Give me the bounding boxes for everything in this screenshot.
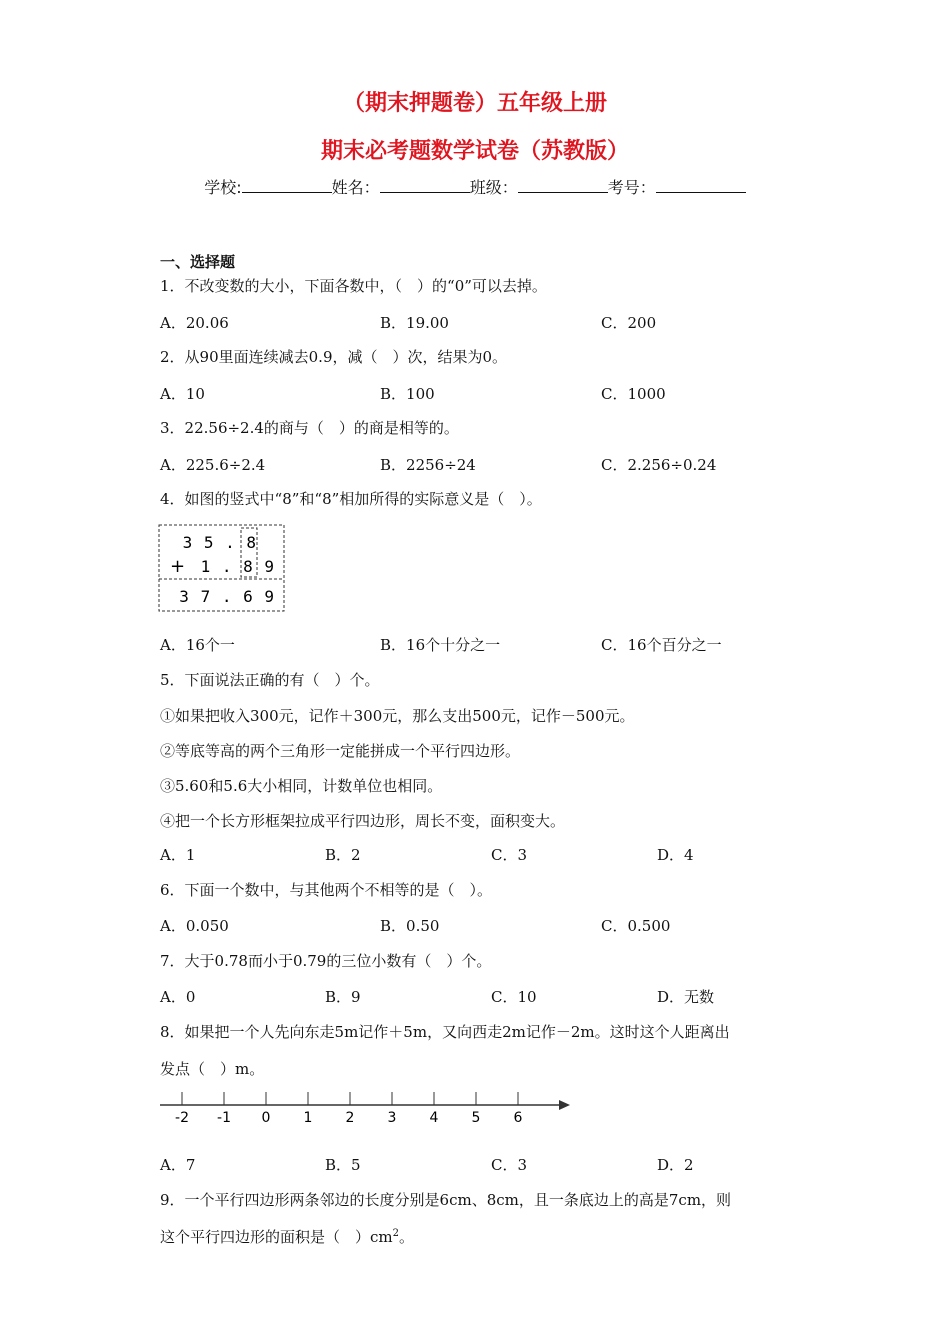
calc-result: 3 7 . 6 9 [179, 587, 275, 606]
title-line-2: 期末必考题数学试卷（苏教版） [320, 139, 629, 164]
q3-option-a[interactable]: A．225.6÷2.4 [160, 456, 266, 474]
q8-option-c[interactable]: C．3 [491, 1156, 528, 1174]
calc-row-2: 1 . 8 9 [200, 557, 275, 576]
q2-option-c[interactable]: C．1000 [601, 385, 666, 403]
q3-option-b[interactable]: B．2256÷24 [380, 456, 476, 474]
question-3: 3．22.56÷2.4的商与（ ）的商是相等的。 [160, 419, 459, 437]
q8-option-b[interactable]: B．5 [325, 1156, 361, 1174]
exam-no-label: 考号： [607, 178, 656, 197]
question-4: 4．如图的竖式中“8”和“8”相加所得的实际意义是（ ）。 [160, 490, 542, 508]
school-label: 学校: [204, 178, 242, 197]
q4-option-c[interactable]: C．16个百分之一 [601, 636, 722, 654]
question-8-line-2: 发点（ ）m。 [160, 1060, 265, 1078]
q2-option-a[interactable]: A．10 [160, 385, 205, 403]
number-line-label: 2 [345, 1110, 355, 1126]
q6-option-b[interactable]: B．0.50 [380, 917, 440, 935]
q2-option-b[interactable]: B．100 [380, 385, 435, 403]
q5-statement-2: ②等底等高的两个三角形一定能拼成一个平行四边形。 [160, 742, 521, 760]
q1-option-a[interactable]: A．20.06 [160, 314, 229, 332]
q5-option-c[interactable]: C．3 [491, 846, 528, 864]
q1-option-b[interactable]: B．19.00 [380, 314, 449, 332]
q7-option-b[interactable]: B．9 [325, 988, 361, 1006]
title-line-1: （期末押题卷）五年级上册 [342, 91, 607, 116]
name-blank[interactable] [380, 178, 470, 193]
school-blank[interactable] [242, 178, 332, 193]
question-5: 5．下面说法正确的有（ ）个。 [160, 671, 380, 689]
question-1: 1．不改变数的大小，下面各数中，（ ）的“0”可以去掉。 [160, 277, 547, 295]
question-6: 6．下面一个数中，与其他两个不相等的是（ ）。 [160, 881, 493, 899]
q6-option-c[interactable]: C．0.500 [601, 917, 671, 935]
vertical-addition-figure [158, 524, 288, 614]
q4-option-b[interactable]: B．16个十分之一 [380, 636, 501, 654]
q7-option-d[interactable]: D．无数 [657, 988, 715, 1006]
question-2: 2．从90里面连续减去0.9，减（ ）次，结果为0。 [160, 348, 508, 366]
class-blank[interactable] [518, 178, 608, 193]
q7-option-a[interactable]: A．0 [160, 988, 196, 1006]
q8-option-d[interactable]: D．2 [657, 1156, 694, 1174]
exam-no-blank[interactable] [656, 178, 746, 193]
calc-row-1: 3 5 . 8 [182, 533, 257, 552]
class-label: 班级： [469, 178, 518, 197]
q4-option-a[interactable]: A．16个一 [160, 636, 235, 654]
q6-option-a[interactable]: A．0.050 [160, 917, 229, 935]
calc-plus-sign: + [170, 556, 186, 577]
section-heading: 一、选择题 [160, 253, 236, 271]
number-line-label: -1 [217, 1110, 231, 1126]
q3-option-c[interactable]: C．2.256÷0.24 [601, 456, 717, 474]
q9-superscript: 2 [392, 1228, 400, 1239]
q5-option-a[interactable]: A．1 [160, 846, 196, 864]
q9-tail: 。 [399, 1228, 415, 1246]
question-7: 7．大于0.78而小于0.79的三位小数有（ ）个。 [160, 952, 492, 970]
question-8-line-1: 8．如果把一个人先向东走5m记作＋5m，又向西走2m记作－2m。这时这个人距离出 [160, 1023, 730, 1041]
number-line-label: 5 [471, 1110, 481, 1126]
name-label: 姓名： [331, 178, 380, 197]
q1-option-c[interactable]: C．200 [601, 314, 657, 332]
number-line-label: 1 [303, 1110, 313, 1126]
q5-option-b[interactable]: B．2 [325, 846, 361, 864]
student-info-line [0, 175, 950, 198]
q5-statement-4: ④把一个长方形框架拉成平行四边形，周长不变，面积变大。 [160, 812, 566, 830]
q5-statement-3: ③5.60和5.6大小相同，计数单位也相同。 [160, 777, 443, 795]
number-line-label: 0 [261, 1110, 271, 1126]
q5-option-d[interactable]: D．4 [657, 846, 694, 864]
number-line-label: 3 [387, 1110, 397, 1126]
question-9-line-2 [160, 1226, 414, 1247]
number-line-label: -2 [175, 1110, 189, 1126]
number-line-figure [158, 1088, 578, 1128]
q7-option-c[interactable]: C．10 [491, 988, 537, 1006]
number-line-label: 6 [513, 1110, 523, 1126]
number-line-label: 4 [429, 1110, 439, 1126]
q9-text: 这个平行四边形的面积是（ ）cm [160, 1228, 393, 1246]
question-9-line-1: 9．一个平行四边形两条邻边的长度分别是6cm、8cm，且一条底边上的高是7cm，则 [160, 1191, 732, 1209]
q5-statement-1: ①如果把收入300元，记作＋300元，那么支出500元，记作－500元。 [160, 707, 635, 725]
q8-option-a[interactable]: A．7 [160, 1156, 196, 1174]
